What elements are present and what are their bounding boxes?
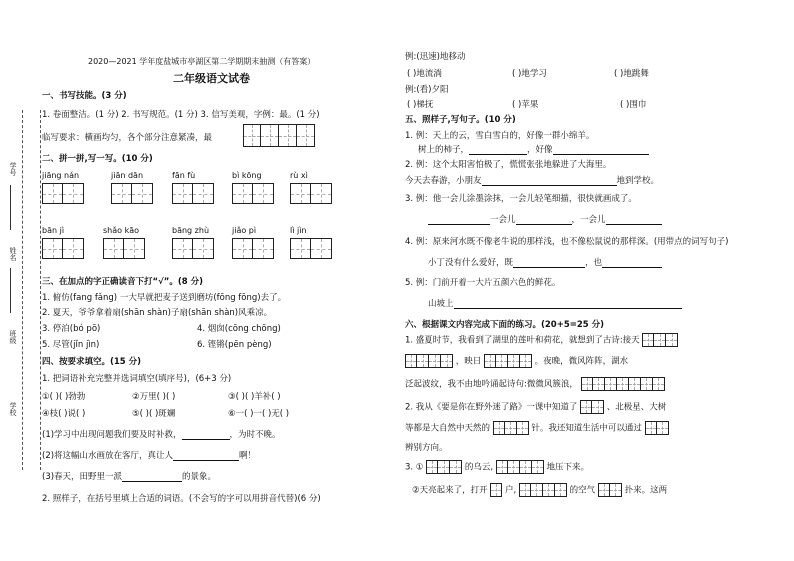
fill-text: 扑来。这两 [624, 485, 668, 496]
binding-line [22, 110, 23, 470]
fill-text: 地压下来。 [546, 462, 589, 473]
answer-grid[interactable] [490, 483, 502, 497]
pinyin-group [42, 171, 84, 204]
s5-5a: 5. 例：门前开着一大片五颜六色的鲜花。 [405, 278, 561, 288]
copy-grid[interactable] [243, 124, 315, 147]
pinyin-label: jiǎo pì [232, 226, 257, 235]
s5-5b-line [428, 297, 682, 309]
fill-blank[interactable] [516, 215, 572, 225]
fill-blank[interactable] [553, 145, 649, 155]
fill-blank[interactable] [513, 258, 585, 268]
fill-text: 2. 我从《要是你在野外迷了路》一课中知道了 [405, 402, 578, 413]
fill-blank[interactable] [454, 299, 682, 309]
fill-text: 的景象。 [182, 472, 217, 482]
s1-title: 一、书写技能。(3 分) [42, 91, 127, 101]
write-grid[interactable] [232, 183, 274, 204]
s4-fill-3 [42, 470, 216, 482]
s5-4b-line [428, 256, 662, 268]
answer-grid[interactable] [598, 483, 622, 497]
fill-blank[interactable] [428, 215, 490, 225]
fill-text: 1. 盛夏时节，我看到了湖里的莲叶和荷花，就想到了古诗:接天 [405, 335, 640, 346]
subject-title: 二年级语文试卷 [173, 72, 250, 85]
answer-grid[interactable] [580, 400, 604, 414]
fill-text: (2)将这幅山水画放在客厅，真让人 [42, 451, 174, 461]
fill-text: ，好像 [527, 145, 553, 155]
fill-blank[interactable] [182, 430, 230, 440]
pinyin-label: bān jì [42, 226, 65, 235]
pinyin-label: jiān dān [111, 171, 144, 180]
s4-idiom[interactable]: ③( )( )羊补( ) [228, 392, 281, 402]
fill-text: 地到学校。 [616, 176, 660, 186]
binding-label-school: 学校 [9, 402, 17, 416]
pinyin-label: bì kōng [232, 171, 262, 180]
pinyin-group [290, 226, 332, 259]
pinyin-group [290, 171, 332, 204]
fill-blank[interactable] [482, 176, 617, 186]
s3-item-4: 4. 烟囱(cōng chōng) [197, 324, 281, 334]
binding-label-name: 姓名 [9, 247, 17, 261]
ex1-item[interactable]: ( )地学习 [512, 69, 547, 79]
s4-idiom[interactable]: ⑤( )( )斑斓 [132, 409, 176, 419]
pinyin-label: fān fù [172, 171, 196, 180]
write-grid[interactable] [42, 238, 84, 259]
s3-item-5: 5. 尽管(jǐn jìn) [42, 340, 100, 350]
pinyin-group [172, 226, 214, 259]
fill-text: ，映日 [455, 356, 482, 367]
write-grid[interactable] [103, 238, 145, 259]
s4-fill-2 [42, 449, 256, 461]
s2-title: 二、拼一拼,写一写。(10 分) [42, 154, 153, 164]
pinyin-group [172, 171, 214, 204]
answer-grid[interactable] [496, 460, 544, 474]
s6-2e: 辨别方向。 [405, 443, 448, 453]
pinyin-group [232, 171, 274, 204]
fill-text: 小丁没有什么爱好，既 [428, 258, 514, 268]
fill-text: ②天亮起来了，打开 [412, 485, 488, 496]
s6-1-line1 [405, 333, 678, 347]
fill-text: 。夜晚，微风阵阵，湖水 [534, 356, 629, 367]
s3-item-2: 2. 夏天，爷爷拿着扇(shān shàn)子扇(shān shàn)风乘凉。 [42, 308, 273, 318]
ex2-item[interactable]: ( )围巾 [620, 100, 647, 110]
s5-3b-line [428, 213, 662, 225]
binding-blank-2[interactable] [10, 268, 19, 313]
s6-1-line2 [405, 354, 628, 368]
pinyin-group [103, 226, 145, 259]
ex2-item[interactable]: ( )梯抚 [407, 100, 434, 110]
answer-grid[interactable] [426, 460, 462, 474]
pinyin-label: lì jìn [290, 226, 307, 235]
s4-fill-1 [42, 428, 281, 440]
pinyin-label: rù xì [290, 171, 308, 180]
fill-text: ，一会儿 [571, 215, 606, 225]
pinyin-group [42, 226, 84, 259]
s5-title: 五、照样子,写句子。(10 分) [405, 115, 516, 125]
s1-items: 1. 卷面整洁。(1 分) 2. 书写规范。(1 分) 3. 信写美观，字例：最。(1 分) [42, 110, 320, 120]
fill-blank[interactable] [122, 472, 182, 482]
ex1: 例:(迅速)地移动 [405, 52, 466, 62]
pinyin-label: bāng zhù [172, 226, 210, 235]
binding-blank-1[interactable] [10, 185, 19, 230]
fill-text: 啊！ [239, 451, 257, 461]
pinyin-label: shǎo kāo [103, 226, 140, 235]
s4-q2: 2. 照样子，在括号里填上合适的词语。(不会写的字可以用拼音代替)(6 分) [42, 494, 321, 504]
s3-item-6: 6. 铿锵(pēn pèng) [197, 340, 272, 350]
fill-text: (1)学习中出现问题我们要及时补救， [42, 430, 182, 440]
s6-1-line3 [405, 377, 665, 391]
write-grid[interactable] [42, 183, 84, 204]
fill-text: 户, [505, 485, 517, 496]
s5-3a: 3. 例：他一会儿涂墨涂抹，一会儿轻笔细描，很快就画成了。 [405, 194, 637, 204]
ex2-item[interactable]: ( )苹果 [512, 100, 539, 110]
write-grid[interactable] [172, 183, 214, 204]
pinyin-group [111, 171, 153, 204]
fill-text: (3)春天，田野里一派 [42, 472, 123, 482]
fill-text: 针。我还知道生活中可以通过 [531, 423, 642, 434]
s5-1b-line [418, 143, 649, 155]
answer-grid[interactable] [581, 377, 665, 391]
fill-text: 一会儿 [490, 215, 516, 225]
ex1-item[interactable]: ( )地流淌 [407, 69, 442, 79]
s5-4a: 4. 例：原来河水既不像老牛说的那样浅，也不像松鼠说的那样深。(用带点的词写句子) [405, 237, 729, 247]
exam-title: 2020—2021 学年度盐城市亭湖区第二学期期末抽测（有答案） [88, 57, 316, 66]
s3-title: 三、在加点的字正确读音下打“√”。(8 分) [42, 277, 203, 287]
s6-2-line1 [405, 400, 666, 414]
answer-grid[interactable] [405, 354, 453, 368]
fill-blank[interactable] [602, 258, 662, 268]
s4-idiom[interactable]: ⑥一( )一( )无( ) [228, 409, 290, 419]
s4-idiom[interactable]: ④枝( )说( ) [42, 409, 86, 419]
s4-title: 四、按要求填空。(15 分) [42, 357, 142, 367]
s4-idiom[interactable]: ①( )( )勃勃 [42, 392, 86, 402]
pinyin-group [232, 226, 274, 259]
answer-grid[interactable] [493, 421, 529, 435]
answer-grid[interactable] [645, 421, 669, 435]
fill-text: 的空气 [569, 485, 596, 496]
s6-title: 六、根据课文内容完成下面的练习。(20+5=25 分) [405, 320, 605, 330]
write-grid[interactable] [172, 238, 214, 259]
answer-grid[interactable] [642, 333, 678, 347]
s6-3-line2 [412, 483, 667, 497]
s6-3-line1 [405, 460, 589, 474]
write-grid[interactable] [290, 183, 332, 204]
binding-label-class: 班级 [9, 330, 17, 344]
s3-item-1: 1. 俯仿(fang fǎng) 一大早就把麦子送到磨坊(fōng fōng)去了。 [42, 293, 287, 303]
fill-blank[interactable] [173, 451, 239, 461]
write-grid[interactable] [111, 183, 153, 204]
fill-text: 的乌云, [464, 462, 494, 473]
s1-requirement: 临写要求：横画均匀，各个部分注意紧凑，最 [42, 133, 213, 143]
write-grid[interactable] [232, 238, 274, 259]
answer-grid[interactable] [484, 354, 532, 368]
answer-grid[interactable] [519, 483, 567, 497]
fill-text: 山坡上 [428, 299, 454, 309]
fill-text: 3. ① [405, 462, 424, 473]
fill-text: 树上的柿子， [418, 145, 470, 155]
fill-text: ，为时不晚。 [229, 430, 281, 440]
s6-2-line2 [405, 421, 669, 435]
fill-text: 、北极星、大树 [606, 402, 667, 413]
s5-1a: 1. 例：天上的云，雪白雪白的，好像一群小绵羊。 [405, 131, 595, 141]
fill-text: 泛起波纹，我不由地吟诵起诗句:微微风簇浪， [405, 379, 578, 390]
binding-line-2 [40, 110, 41, 470]
ex2: 例:(看)夕阳 [405, 85, 449, 95]
s4-q1: 1. 把词语补充完整并选词填空(填序号)，(6+3 分) [42, 374, 232, 384]
write-grid[interactable] [290, 238, 332, 259]
s5-2b-line [405, 174, 659, 186]
fill-text: 等都是大自然中天然的 [405, 423, 491, 434]
fill-text: ，也 [585, 258, 603, 268]
pinyin-label: jiāng nán [42, 171, 80, 180]
s4-idiom[interactable]: ②万里( )( ) [132, 392, 176, 402]
binding-label-id: 学号 [9, 162, 17, 176]
fill-blank[interactable] [469, 145, 527, 155]
fill-blank[interactable] [606, 215, 662, 225]
fill-text: 今天去春游，小朋友 [405, 176, 482, 186]
s3-item-3: 3. 停泊(bó pō) [42, 324, 101, 334]
s5-2a: 2. 例：这个太阳害怕极了，慌慌张张地躲进了大海里。 [405, 160, 612, 170]
ex1-item[interactable]: ( )地跳舞 [614, 69, 649, 79]
